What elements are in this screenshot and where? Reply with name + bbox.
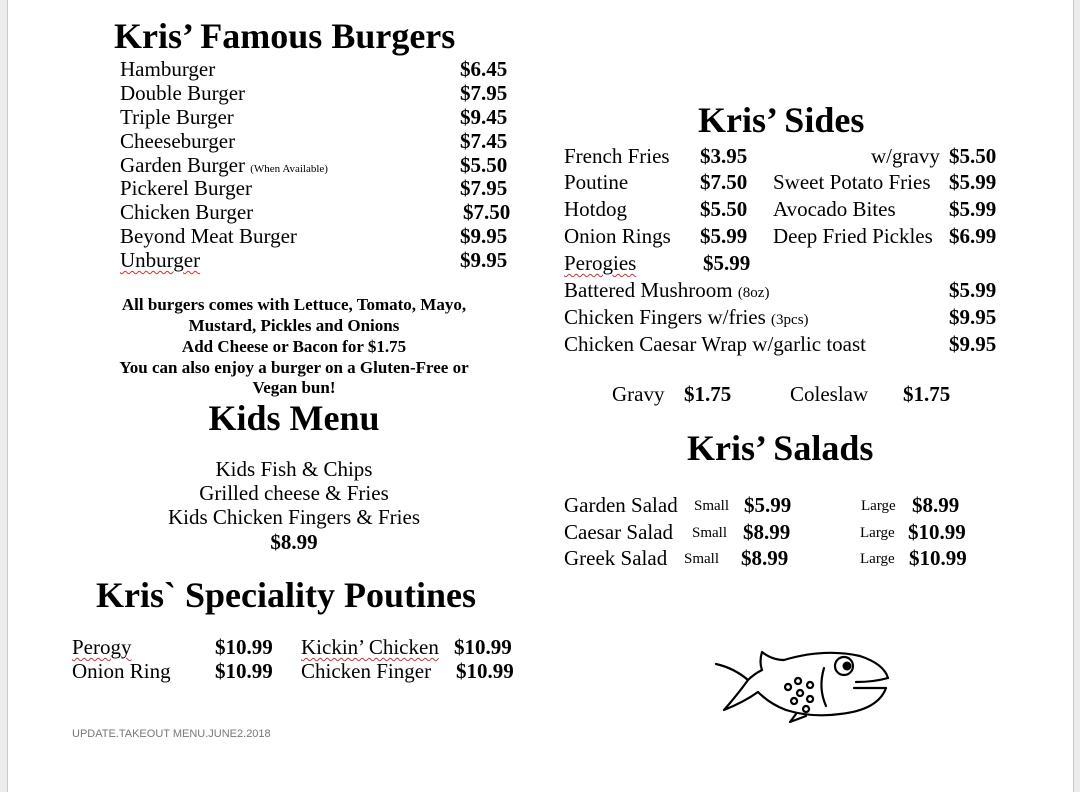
salad-price-large: $8.99 [912,493,960,517]
side-price: $9.95 [949,332,997,356]
side-price: $5.99 [700,224,748,248]
poutine-price: $10.99 [215,659,273,683]
salad-size-label: Large [860,551,895,567]
salad-price-small: $8.99 [743,520,791,544]
side-item: Hotdog [564,197,627,221]
sides-title: Kris’ Sides [698,100,865,140]
side-item: Chicken Caesar Wrap w/garlic toast [564,332,866,356]
salad-size-label: Small [694,498,730,514]
fish-icon [714,644,894,724]
salad-size-label: Large [861,498,896,514]
burger-note: All burgers comes with Lettuce, Tomato, Mayo, [121,295,467,314]
burger-note: Add Cheese or Bacon for $1.75 [181,337,407,356]
poutine-item: Chicken Finger [301,659,432,683]
burger-item: Chicken Burger [120,200,254,224]
poutines-title: Kris` Speciality Poutines [96,575,476,615]
burger-item: Beyond Meat Burger [120,224,297,248]
poutine-price: $10.99 [215,635,273,659]
kids-item: Kids Chicken Fingers & Fries [168,505,420,529]
burger-item: Unburger [120,248,201,272]
burger-price: $9.95 [460,248,508,272]
side-item-note: (3pcs) [771,312,809,328]
side-item-note: (8oz) [737,285,770,301]
salad-price-large: $10.99 [909,546,967,570]
burger-item-note: (When Available) [250,163,328,175]
side-item: Deep Fried Pickles [773,224,933,248]
salad-item: Greek Salad [564,546,668,570]
salad-price-small: $5.99 [744,493,792,517]
burger-item: Double Burger [120,81,246,105]
burger-price: $7.50 [463,200,511,224]
burger-price: $7.95 [460,176,508,200]
salad-size-label: Small [692,525,728,541]
poutine-item-name: Kickin’ Chicken [301,635,439,659]
burger-price: $7.95 [460,81,508,105]
kids-item: Kids Fish & Chips [215,457,373,481]
extra-item: Coleslaw [790,382,869,406]
side-item: Avocado Bites [773,197,896,221]
side-price: $5.99 [949,197,997,221]
burgers-title: Kris’ Famous Burgers [114,16,456,56]
salads-title: Kris’ Salads [687,428,874,468]
side-item-name: Battered Mushroom [564,278,733,302]
salad-size-label: Large [860,525,895,541]
side-price: $5.99 [949,170,997,194]
side-item [564,278,769,305]
side-price: $5.50 [700,197,748,221]
salad-item: Caesar Salad [564,520,674,544]
side-price: $9.95 [949,305,997,329]
salad-price-large: $10.99 [908,520,966,544]
menu-page [7,0,1074,792]
poutine-price: $10.99 [454,635,512,659]
poutine-item: Perogy [72,635,132,659]
footer-text: UPDATE.TAKEOUT MENU.JUNE2.2018 [72,728,271,740]
burger-note: Vegan bun! [252,378,336,397]
side-price: $5.99 [703,251,751,275]
side-item: Perogies [564,251,637,275]
side-item [564,305,809,332]
side-price: $5.99 [949,278,997,302]
side-item: Onion Rings [564,224,671,248]
burger-price: $9.95 [460,224,508,248]
burger-item: Triple Burger [120,105,234,129]
side-price: $6.99 [949,224,997,248]
poutine-item [301,635,439,659]
side-item: Poutine [564,170,629,194]
kids-price: $8.99 [270,530,318,554]
burger-item: Hamburger [120,57,216,81]
kids-item: Grilled cheese & Fries [199,481,389,505]
salad-item: Garden Salad [564,493,678,517]
poutine-item: Onion Ring [72,659,171,683]
side-item-name: Chicken Fingers w/fries [564,305,766,329]
side-item: w/gravy [871,144,940,168]
burger-note: Mustard, Pickles and Onions [188,316,400,335]
burger-item: Pickerel Burger [120,176,252,200]
burger-price: $9.45 [460,105,508,129]
burger-price: $5.50 [460,153,508,177]
burger-item: Cheeseburger [120,129,236,153]
side-price: $5.50 [949,144,997,168]
extra-price: $1.75 [684,382,732,406]
side-item: French Fries [564,144,670,168]
kids-title: Kids Menu [208,398,380,438]
burger-price: $6.45 [460,57,508,81]
side-item: Sweet Potato Fries [773,170,931,194]
burger-item-name: Garden Burger [120,153,245,177]
burger-price: $7.45 [460,129,508,153]
extra-item: Gravy [612,382,665,406]
salad-price-small: $8.99 [741,546,789,570]
salad-size-label: Small [684,551,720,567]
side-price: $3.95 [700,144,748,168]
side-price: $7.50 [700,170,748,194]
extra-price: $1.75 [903,382,951,406]
poutine-price: $10.99 [456,659,514,683]
burger-note: You can also enjoy a burger on a Gluten-Free or [119,358,469,377]
